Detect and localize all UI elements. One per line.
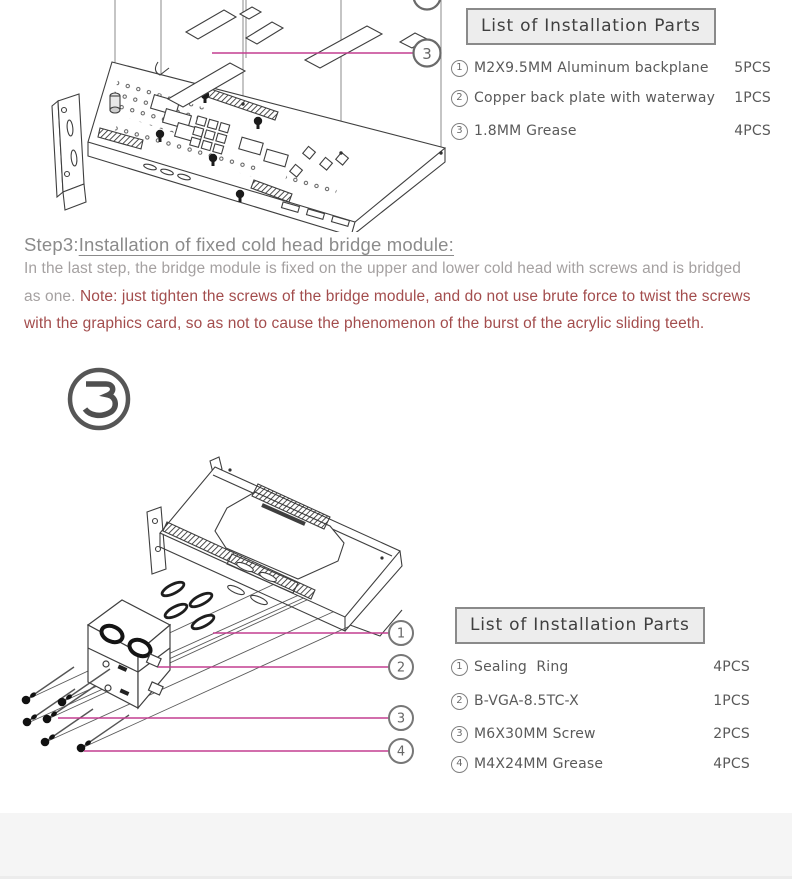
circled-digit: 2 <box>451 90 468 107</box>
part-qty: 4PCS <box>734 123 771 139</box>
parts-row <box>451 122 771 140</box>
bottom-callouts <box>389 621 413 763</box>
parts-list-title: List of Installation Parts <box>466 8 716 45</box>
paragraph-text-gray: as one. <box>24 287 80 305</box>
part-qty: 1PCS <box>713 693 750 709</box>
bottom-figure-bridge-drawing <box>20 455 445 777</box>
part-name: B-VGA-8.5TC-X <box>474 693 579 709</box>
callout-label-1: 1 <box>396 626 406 642</box>
circled-digit: 4 <box>451 756 468 773</box>
part-qty: 4PCS <box>713 756 750 772</box>
step-heading-title: Installation of fixed cold head bridge module: <box>78 234 455 255</box>
circled-digit: 3 <box>451 123 468 140</box>
part-qty: 4PCS <box>713 659 750 675</box>
backplane-board <box>88 62 445 232</box>
paragraph-line <box>24 283 782 311</box>
callout-label-2: 2 <box>396 660 406 676</box>
footer-band <box>0 813 792 879</box>
parts-row <box>451 692 750 710</box>
paragraph-text-note: Note: just tighten the screws of the bridge module, and do not use brute force to twist the screws <box>79 287 751 305</box>
step-paragraph <box>24 255 782 338</box>
bridge-module <box>88 600 170 708</box>
bottom-parts-list <box>451 607 750 773</box>
parts-row <box>451 59 771 77</box>
part-qty: 2PCS <box>713 726 750 742</box>
partial-callout-circle <box>414 0 441 10</box>
step-badge-circle <box>70 370 128 428</box>
floating-pads <box>155 7 427 107</box>
part-name: M6X30MM Screw <box>474 726 596 742</box>
part-name: Copper back plate with waterway <box>474 90 716 106</box>
step-heading-prefix: Step3: <box>24 234 79 255</box>
paragraph-line <box>24 255 782 283</box>
parts-row <box>451 89 771 107</box>
pci-bracket <box>52 93 120 210</box>
step-badge-digit-3 <box>85 384 115 415</box>
callout-label-3: 3 <box>396 711 406 727</box>
parts-row <box>451 755 750 773</box>
paragraph-text-note: with the graphics card, so as not to cause the phenomenon of the burst of the acrylic sliding teeth. <box>24 315 705 332</box>
part-name: M2X9.5MM Aluminum backplane <box>474 60 709 76</box>
paragraph-text-gray: In the last step, the bridge module is fixed on the upper and lower cold head with screws and is bridged <box>24 260 741 277</box>
circled-digit: 1 <box>451 659 468 676</box>
top-parts-list <box>451 8 771 140</box>
part-name: M4X24MM Grease <box>474 756 604 772</box>
top-figure-backplane-drawing <box>50 0 462 232</box>
top-callout-label: 3 <box>422 45 432 63</box>
part-qty: 5PCS <box>734 60 771 76</box>
parts-list-title: List of Installation Parts <box>455 607 705 644</box>
part-name: Sealing Ring <box>474 659 569 675</box>
parts-row <box>451 725 750 743</box>
part-qty: 1PCS <box>734 90 771 106</box>
step-number-badge <box>63 363 135 435</box>
parts-row <box>451 658 750 676</box>
circled-digit: 1 <box>451 60 468 77</box>
circled-digit: 2 <box>451 693 468 710</box>
circled-digit: 3 <box>451 726 468 743</box>
part-name: 1.8MM Grease <box>474 123 577 139</box>
callout-label-4: 4 <box>396 744 406 760</box>
paragraph-line <box>24 310 782 338</box>
